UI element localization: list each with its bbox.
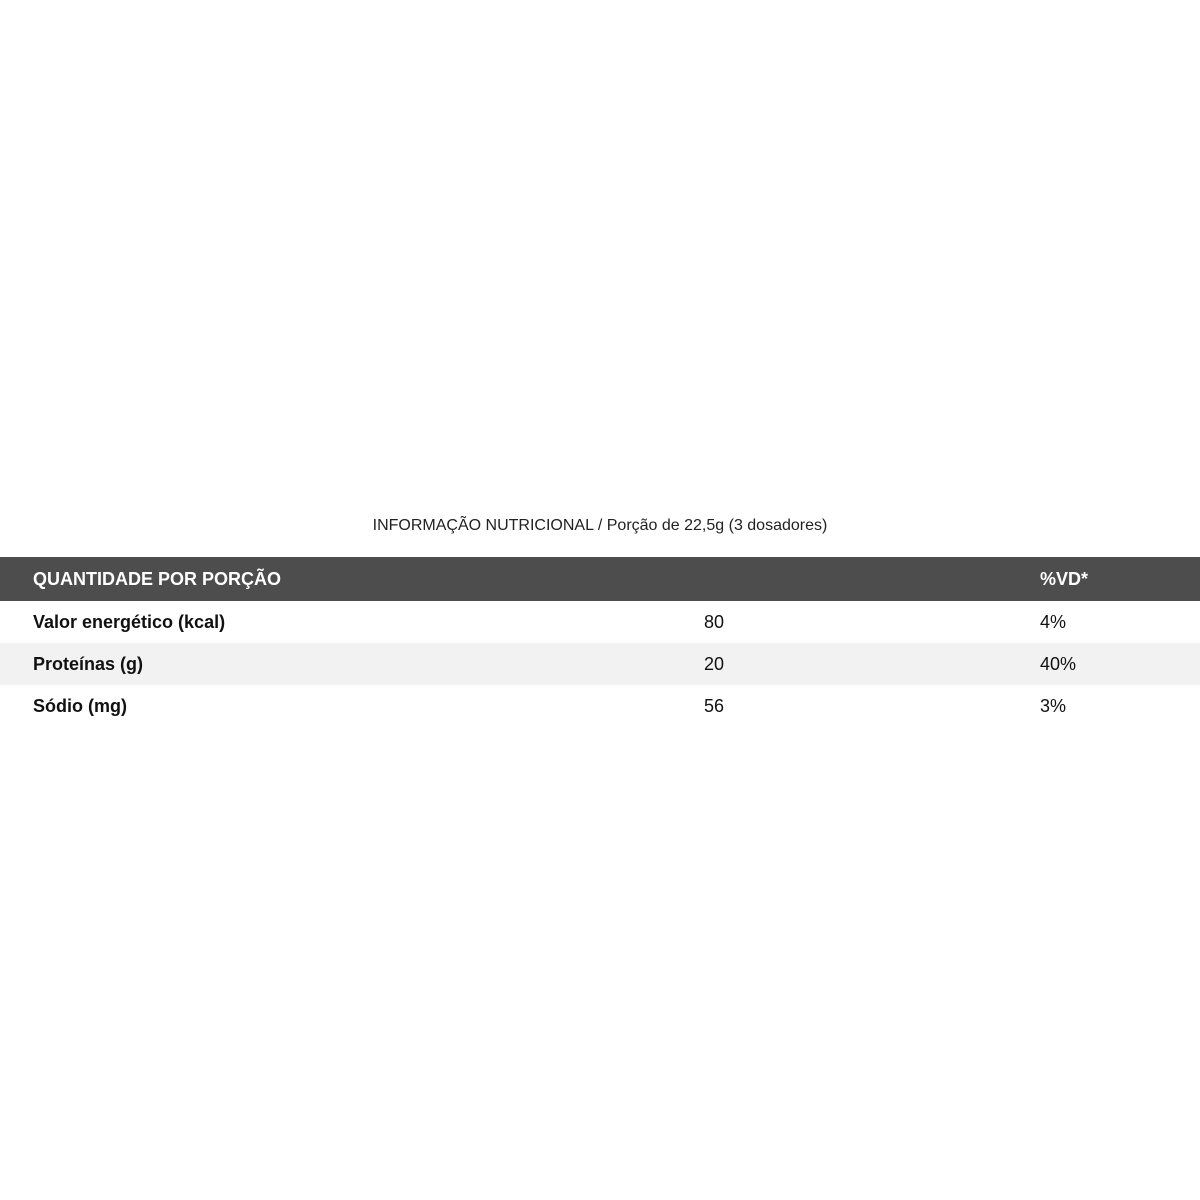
nutrition-table [0,557,1200,727]
nutrient-name: Valor energético (kcal) [33,611,226,632]
header-daily-value: %VD* [1040,568,1089,589]
table-row [0,643,1200,685]
nutrient-daily-value: 40% [1040,653,1077,674]
nutrient-name: Proteínas (g) [33,653,144,674]
table-row [0,685,1200,727]
nutrient-daily-value: 3% [1040,695,1067,716]
nutrition-title: INFORMAÇÃO NUTRICIONAL / Porção de 22,5g (3 dosadores) [372,517,828,534]
table-header-row [0,557,1200,601]
nutrient-amount: 56 [704,695,725,716]
nutrient-name: Sódio (mg) [33,695,127,716]
table-row [0,601,1200,643]
nutrient-amount: 20 [704,653,725,674]
header-quantity-per-serving: QUANTIDADE POR PORÇÃO [33,568,282,589]
nutrient-daily-value: 4% [1040,611,1067,632]
nutrient-amount: 80 [704,611,725,632]
